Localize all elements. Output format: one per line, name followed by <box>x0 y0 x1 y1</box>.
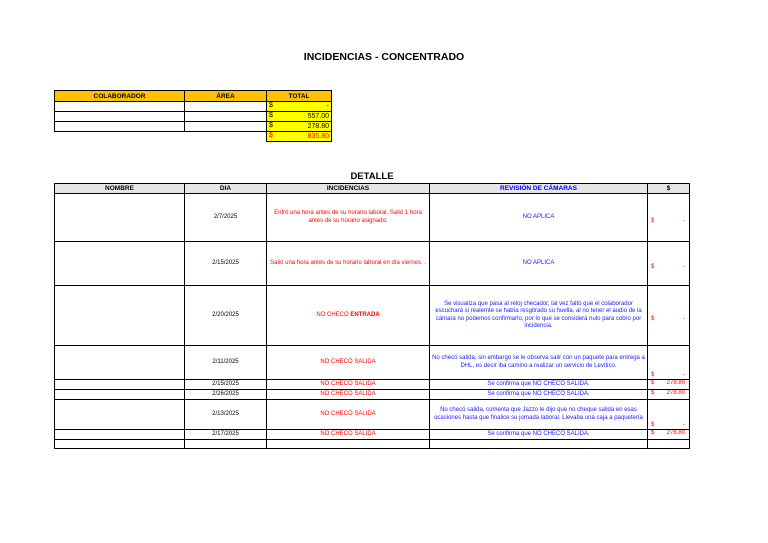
dia-cell: 2/15/2025 <box>185 380 267 390</box>
currency-sign: $ <box>269 102 273 109</box>
incidencia-cell: NO CHECÓ SALIDA <box>267 400 430 430</box>
dia-cell: 2/17/2025 <box>185 430 267 440</box>
table-row <box>55 286 690 346</box>
revision-cell: Se confirma que NO CHECÓ SALIDA. <box>430 390 648 400</box>
amount-cell <box>648 346 690 380</box>
amount-value: 278.80 <box>666 430 685 436</box>
amount-cell <box>648 400 690 430</box>
total-cell <box>267 112 332 122</box>
amount-value: - <box>683 263 685 270</box>
dia-cell: 2/26/2025 <box>185 390 267 400</box>
incidencia-prefix: NO CHECÓ <box>316 311 351 318</box>
incidencia-cell: NO CHECÓ SALIDA <box>267 346 430 380</box>
total-amount: - <box>326 103 329 110</box>
nombre-cell <box>55 242 185 286</box>
currency-sign: $ <box>269 112 273 119</box>
revision-cell: NO APLICA <box>430 242 648 286</box>
detail-table <box>54 183 690 449</box>
currency-sign: $ <box>651 430 655 436</box>
incidencia-cell: Entró una hora antes de su horario laboral. Salió 1 hora antes de su horario asignado. <box>267 194 430 242</box>
summary-row <box>55 112 332 122</box>
colaborador-cell <box>55 102 185 112</box>
nombre-cell <box>55 286 185 346</box>
table-row-empty <box>55 440 690 449</box>
dia-cell: 2/20/2025 <box>185 286 267 346</box>
summary-header-row <box>55 91 332 102</box>
currency-sign: $ <box>651 263 655 270</box>
currency-sign: $ <box>651 217 655 224</box>
grand-total-cell <box>267 132 332 142</box>
table-row <box>55 194 690 242</box>
dia-cell: 2/13/2025 <box>185 400 267 430</box>
incidencia-bold: ENTRADA <box>350 311 380 318</box>
currency-sign: $ <box>651 421 655 428</box>
header-incidencias: INCIDENCIAS <box>267 184 430 194</box>
nombre-cell <box>55 194 185 242</box>
header-dia: DIA <box>185 184 267 194</box>
amount-value: - <box>683 315 685 322</box>
amount-cell <box>648 430 690 440</box>
amount-cell <box>648 380 690 390</box>
incidencia-cell: NO CHECÓ SALIDA <box>267 430 430 440</box>
nombre-cell <box>55 430 185 440</box>
summary-row <box>55 102 332 112</box>
incidencia-cell: Salió una hora antes de su horario laboral en día viernes. . <box>267 242 430 286</box>
currency-sign: $ <box>651 380 655 386</box>
total-cell <box>267 102 332 112</box>
revision-cell: Se visualiza que pasa al reloj checador, tal vez faltó que el colaborador escuchará si realemte se había resgitrado su huella, al no tener el audio de la cámara no podemos confirmarlo, por lo que se considerá nulo para cobro por incidencia. <box>430 286 648 346</box>
amount-cell <box>648 242 690 286</box>
detail-header-row <box>55 184 690 194</box>
nombre-cell <box>55 390 185 400</box>
revision-cell: NO APLICA <box>430 194 648 242</box>
amount-cell <box>648 194 690 242</box>
amount-value: 278.80 <box>666 390 685 396</box>
dia-cell: 2/15/2025 <box>185 242 267 286</box>
area-cell <box>185 102 267 112</box>
incidencia-cell <box>267 286 430 346</box>
table-row <box>55 242 690 286</box>
incidencia-cell: NO CHECÓ SALIDA <box>267 380 430 390</box>
revision-cell: No checó salida, comenta que Jazzo le dijo que no cheque salida en esas ocasiones hasta que finalice su jornada laboral. Llevaba una caja a paquetería <box>430 400 648 430</box>
nombre-cell <box>55 346 185 380</box>
summary-table <box>54 90 332 142</box>
incidencia-cell: NO CHECÓ SALIDA <box>267 390 430 400</box>
header-colaborador: COLABORADOR <box>55 91 185 102</box>
nombre-cell <box>55 400 185 430</box>
amount-value: 278.80 <box>666 380 685 386</box>
currency-sign: $ <box>269 122 273 129</box>
total-amount: 557.00 <box>307 113 329 120</box>
currency-sign: $ <box>651 371 655 378</box>
dia-cell: 2/11/2025 <box>185 346 267 380</box>
total-amount: 278.80 <box>307 123 329 130</box>
page-title: INCIDENCIAS - CONCENTRADO <box>303 51 465 63</box>
area-cell <box>185 122 267 132</box>
table-row <box>55 346 690 380</box>
nombre-cell <box>55 380 185 390</box>
summary-grand-total-row <box>55 132 332 142</box>
amount-value: - <box>683 421 685 428</box>
colaborador-cell <box>55 122 185 132</box>
summary-row <box>55 122 332 132</box>
revision-cell: Se confirma que NO CHECÓ SALIDA. <box>430 380 648 390</box>
dia-cell: 2/7/2025 <box>185 194 267 242</box>
table-row <box>55 380 690 390</box>
amount-value: - <box>683 371 685 378</box>
header-revision-camaras: REVISIÓN DE CÁMARAS <box>430 184 648 194</box>
colaborador-cell <box>55 112 185 122</box>
table-row <box>55 400 690 430</box>
header-total: TOTAL <box>267 91 332 102</box>
revision-cell: No checó salida, sin embargo se le observa salir con un paquete para entrega a DHL, es decir iba camino a realizar un servicio de Levítico. <box>430 346 648 380</box>
header-amount: $ <box>648 184 690 194</box>
area-cell <box>185 112 267 122</box>
total-cell <box>267 122 332 132</box>
amount-value: - <box>683 217 685 224</box>
table-row <box>55 430 690 440</box>
detail-title: DETALLE <box>350 171 394 182</box>
amount-cell <box>648 286 690 346</box>
currency-sign: $ <box>651 390 655 396</box>
currency-sign: $ <box>651 315 655 322</box>
grand-total-amount: 835.80 <box>307 133 329 140</box>
table-row <box>55 390 690 400</box>
header-nombre: NOMBRE <box>55 184 185 194</box>
revision-cell: Se confirma que NO CHECÓ SALIDA. <box>430 430 648 440</box>
currency-sign: $ <box>269 132 273 139</box>
header-area: ÁREA <box>185 91 267 102</box>
amount-cell <box>648 390 690 400</box>
